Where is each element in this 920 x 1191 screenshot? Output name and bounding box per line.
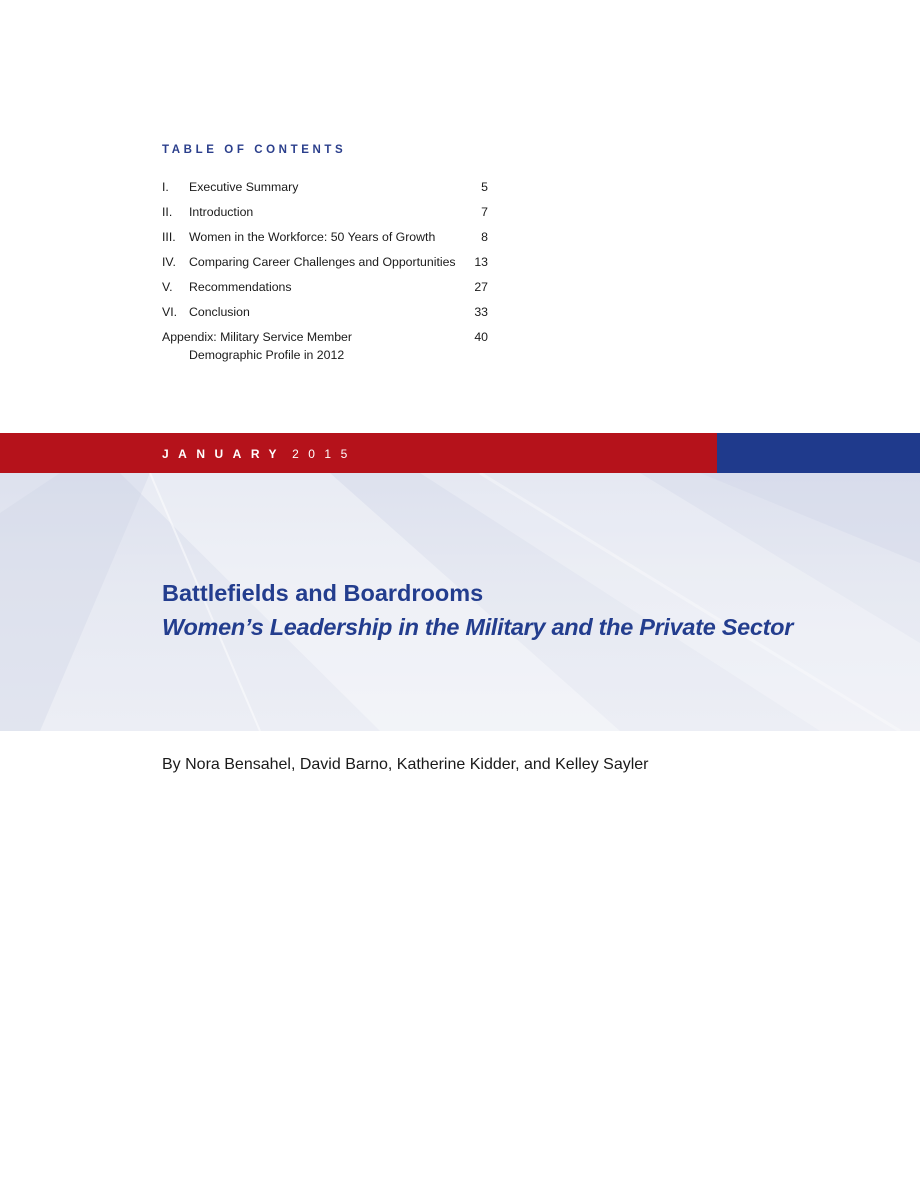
toc-appendix-line1: Appendix: Military Service Member: [162, 330, 352, 344]
toc-entry-page: 40: [474, 330, 488, 344]
report-subtitle: Women’s Leadership in the Military and the Private Sector: [162, 614, 794, 640]
toc-appendix-line2: Demographic Profile in 2012: [189, 348, 345, 362]
toc-entry-title: Women in the Workforce: 50 Years of Growth: [189, 230, 436, 244]
toc-entry-number: VI.: [162, 305, 178, 319]
toc-entry-introduction: [162, 204, 488, 229]
toc-entry-conclusion: [162, 304, 488, 329]
date-band-accent: [717, 433, 920, 473]
toc-entry-title: Conclusion: [189, 305, 250, 319]
table-of-contents: [162, 179, 488, 369]
toc-entry-number: IV.: [162, 255, 176, 269]
toc-entry-number: III.: [162, 230, 176, 244]
toc-heading: TABLE OF CONTENTS: [162, 144, 347, 156]
toc-entry-comparing-career: [162, 254, 488, 279]
toc-entry-women-in-workforce: [162, 229, 488, 254]
publication-year: 2015: [292, 447, 357, 461]
toc-entry-page: 27: [474, 280, 488, 294]
report-authors: By Nora Bensahel, David Barno, Katherine Kidder, and Kelley Sayler: [162, 756, 649, 773]
toc-entry-number: II.: [162, 205, 173, 219]
toc-entry-number: I.: [162, 180, 169, 194]
report-title: Battlefields and Boardrooms: [162, 580, 484, 606]
toc-entry-page: 8: [481, 230, 488, 244]
toc-entry-number: V.: [162, 280, 173, 294]
toc-entry-title: Comparing Career Challenges and Opportunities: [189, 255, 456, 269]
toc-entry-title: Executive Summary: [189, 180, 299, 194]
publication-month: JANUARY: [162, 447, 287, 461]
toc-entry-page: 13: [474, 255, 488, 269]
toc-entry-recommendations: [162, 279, 488, 304]
toc-entry-appendix: [162, 329, 488, 369]
toc-entry-page: 5: [481, 180, 488, 194]
toc-entry-title: Introduction: [189, 205, 254, 219]
toc-entry-executive-summary: [162, 179, 488, 204]
publication-date: [162, 447, 357, 461]
toc-entry-title: Recommendations: [189, 280, 292, 294]
toc-entry-page: 33: [474, 305, 488, 319]
toc-entry-page: 7: [481, 205, 488, 219]
